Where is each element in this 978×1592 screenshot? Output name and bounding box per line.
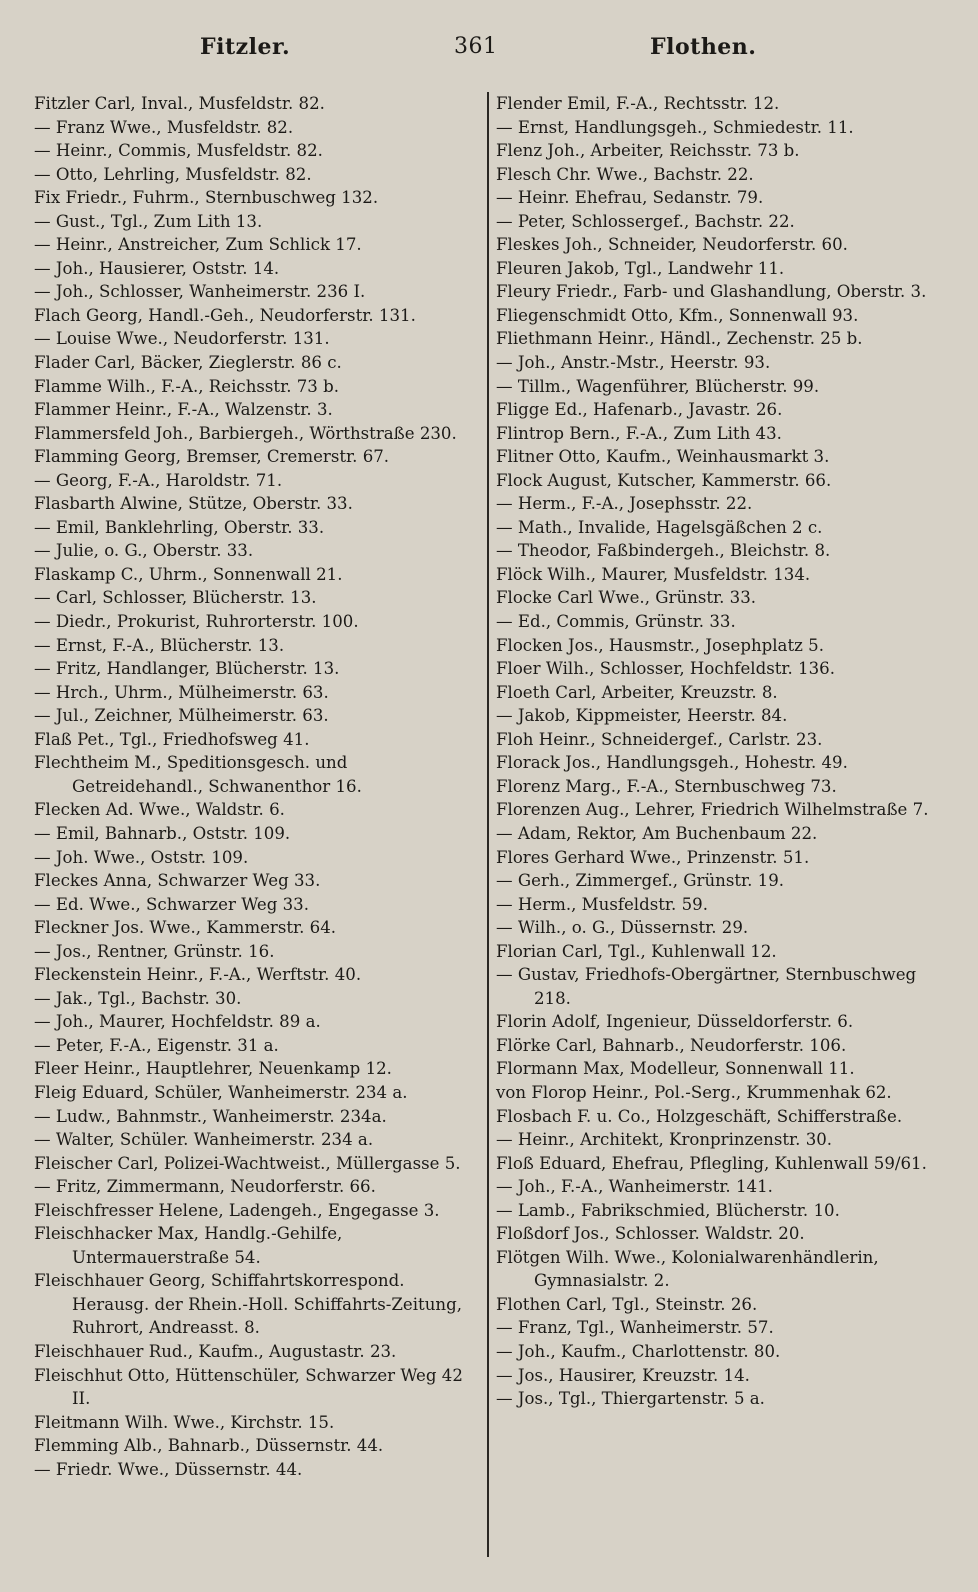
directory-entry: Floeth Carl, Arbeiter, Kreuzstr. 8. — [496, 682, 778, 702]
directory-entry: Fleskes Joh., Schneider, Neudorferstr. 60. — [496, 235, 848, 255]
directory-entry: — Diedr., Prokurist, Ruhrorterstr. 100. — [34, 612, 359, 632]
directory-entry: Flocke Carl Wwe., Grünstr. 33. — [496, 588, 757, 608]
directory-entry: Fleig Eduard, Schüler, Wanheimerstr. 234 a. — [34, 1082, 408, 1102]
directory-entry: Florian Carl, Tgl., Kuhlenwall 12. — [496, 941, 777, 961]
directory-entry: Flörke Carl, Bahnarb., Neudorferstr. 106. — [496, 1035, 847, 1055]
directory-entry: — Jos., Rentner, Grünstr. 16. — [34, 941, 275, 961]
directory-entry: Fleischhut Otto, Hüttenschüler, Schwarzer Weg 42 II. — [34, 1365, 463, 1409]
directory-entry: — Jak., Tgl., Bachstr. 30. — [34, 988, 242, 1008]
directory-entry: — Gerh., Zimmergef., Grünstr. 19. — [496, 871, 785, 891]
directory-entry: — Heinr., Anstreicher, Zum Schlick 17. — [34, 235, 362, 255]
directory-entry: Fligge Ed., Hafenarb., Javastr. 26. — [496, 400, 783, 420]
running-head-right: Flothen. — [650, 34, 757, 60]
page-number: 361 — [454, 34, 498, 59]
directory-entry: Flenz Joh., Arbeiter, Reichsstr. 73 b. — [496, 141, 800, 161]
directory-entry: — Peter, F.-A., Eigenstr. 31 a. — [34, 1035, 279, 1055]
left-column — [34, 92, 476, 1481]
directory-entry: — Louise Wwe., Neudorferstr. 131. — [34, 329, 330, 349]
directory-entry: Florack Jos., Handlungsgeh., Hohestr. 49. — [496, 753, 848, 773]
directory-entry: Flammersfeld Joh., Barbiergeh., Wörthstraße 230. — [34, 423, 457, 443]
directory-entry: — Julie, o. G., Oberstr. 33. — [34, 541, 254, 561]
directory-entry: Flöck Wilh., Maurer, Musfeldstr. 134. — [496, 564, 811, 584]
directory-entry: Flesch Chr. Wwe., Bachstr. 22. — [496, 164, 754, 184]
directory-entry: Fleckenstein Heinr., F.-A., Werftstr. 40. — [34, 965, 362, 985]
directory-entry: — Tillm., Wagenführer, Blücherstr. 99. — [496, 376, 820, 396]
running-head-left: Fitzler. — [200, 34, 291, 60]
directory-entry: — Math., Invalide, Hagelsgäßchen 2 c. — [496, 517, 823, 537]
directory-entry: — Emil, Banklehrling, Oberstr. 33. — [34, 517, 325, 537]
directory-entry: Fleischhacker Max, Handlg.-Gehilfe, Untermauerstraße 54. — [34, 1224, 343, 1267]
directory-entry: — Jos., Tgl., Thiergartenstr. 5 a. — [496, 1389, 765, 1409]
directory-entry: Flock August, Kutscher, Kammerstr. 66. — [496, 470, 832, 490]
directory-entry: — Herm., Musfeldstr. 59. — [496, 894, 708, 914]
directory-entry: Fix Friedr., Fuhrm., Sternbuschweg 132. — [34, 188, 379, 208]
directory-entry: — Joh., Kaufm., Charlottenstr. 80. — [496, 1341, 781, 1361]
directory-entry: — Ernst, F.-A., Blücherstr. 13. — [34, 635, 285, 655]
directory-entry: Flaskamp C., Uhrm., Sonnenwall 21. — [34, 564, 343, 584]
directory-entry: Fleer Heinr., Hauptlehrer, Neuenkamp 12. — [34, 1059, 392, 1079]
directory-entry: — Ludw., Bahnmstr., Wanheimerstr. 234a. — [34, 1106, 387, 1126]
directory-entry: Flosbach F. u. Co., Holzgeschäft, Schifferstraße. — [496, 1106, 903, 1126]
directory-entry: Flores Gerhard Wwe., Prinzenstr. 51. — [496, 847, 810, 867]
directory-entry: — Theodor, Faßbindergeh., Bleichstr. 8. — [496, 541, 831, 561]
directory-entry: — Walter, Schüler. Wanheimerstr. 234 a. — [34, 1130, 374, 1150]
directory-entry: — Ed., Commis, Grünstr. 33. — [496, 612, 736, 632]
directory-entry: — Heinr. Ehefrau, Sedanstr. 79. — [496, 188, 764, 208]
directory-entry: — Jakob, Kippmeister, Heerstr. 84. — [496, 706, 788, 726]
directory-entry: — Gustav, Friedhofs-Obergärtner, Sternbuschweg 218. — [496, 965, 917, 1008]
directory-entry: — Franz Wwe., Musfeldstr. 82. — [34, 117, 294, 137]
directory-entry: Flecken Ad. Wwe., Waldstr. 6. — [34, 800, 285, 820]
directory-entry: — Fritz, Handlanger, Blücherstr. 13. — [34, 659, 340, 679]
directory-entry: — Hrch., Uhrm., Mülheimerstr. 63. — [34, 682, 329, 702]
right-column — [496, 92, 938, 1411]
directory-entry: — Ed. Wwe., Schwarzer Weg 33. — [34, 894, 310, 914]
directory-entry: Fleury Friedr., Farb- und Glashandlung, Oberstr. 3. — [496, 282, 927, 302]
directory-entry: — Peter, Schlossergef., Bachstr. 22. — [496, 211, 795, 231]
directory-entry: Flothen Carl, Tgl., Steinstr. 26. — [496, 1294, 758, 1314]
directory-entry: Fleischhauer Rud., Kaufm., Augustastr. 23. — [34, 1341, 397, 1361]
directory-entry: — Joh., Maurer, Hochfeldstr. 89 a. — [34, 1012, 321, 1032]
directory-entry: — Emil, Bahnarb., Oststr. 109. — [34, 823, 291, 843]
directory-entry: Flamming Georg, Bremser, Cremerstr. 67. — [34, 447, 390, 467]
directory-entry: Flaß Pet., Tgl., Friedhofsweg 41. — [34, 729, 310, 749]
directory-entry: — Wilh., o. G., Düssernstr. 29. — [496, 918, 749, 938]
directory-entry: Flender Emil, F.-A., Rechtsstr. 12. — [496, 94, 780, 113]
directory-entry: Floß Eduard, Ehefrau, Pflegling, Kuhlenwall 59/61. — [496, 1153, 927, 1173]
directory-entry: Flocken Jos., Hausmstr., Josephplatz 5. — [496, 635, 824, 655]
directory-entry: — Heinr., Architekt, Kronprinzenstr. 30. — [496, 1130, 833, 1150]
directory-entry: Fleckner Jos. Wwe., Kammerstr. 64. — [34, 918, 337, 938]
directory-entry: Floh Heinr., Schneidergef., Carlstr. 23. — [496, 729, 823, 749]
directory-entry: — Georg, F.-A., Haroldstr. 71. — [34, 470, 283, 490]
directory-entry: Fliethmann Heinr., Händl., Zechenstr. 25 b. — [496, 329, 863, 349]
directory-entry: Flötgen Wilh. Wwe., Kolonialwarenhändlerin, Gymnasialstr. 2. — [496, 1247, 879, 1291]
directory-entry: Flach Georg, Handl.-Geh., Neudorferstr. 131. — [34, 305, 416, 325]
directory-entry: — Gust., Tgl., Zum Lith 13. — [34, 211, 263, 231]
directory-entry: — Adam, Rektor, Am Buchenbaum 22. — [496, 823, 818, 843]
directory-entry: Fleitmann Wilh. Wwe., Kirchstr. 15. — [34, 1412, 335, 1432]
directory-entry: — Joh., Hausierer, Oststr. 14. — [34, 258, 280, 278]
directory-entry: — Joh. Wwe., Oststr. 109. — [34, 847, 249, 867]
directory-entry: Florenzen Aug., Lehrer, Friedrich Wilhelmstraße 7. — [496, 800, 929, 820]
directory-entry: — Herm., F.-A., Josephsstr. 22. — [496, 494, 753, 514]
directory-entry: Fliegenschmidt Otto, Kfm., Sonnenwall 93. — [496, 305, 859, 325]
directory-entry: — Carl, Schlosser, Blücherstr. 13. — [34, 588, 317, 608]
directory-entry: — Joh., Anstr.-Mstr., Heerstr. 93. — [496, 353, 771, 373]
directory-entry: — Ernst, Handlungsgeh., Schmiedestr. 11. — [496, 117, 854, 137]
directory-entry: Flader Carl, Bäcker, Zieglerstr. 86 c. — [34, 353, 342, 373]
directory-entry: — Friedr. Wwe., Düssernstr. 44. — [34, 1459, 303, 1479]
directory-entry: Fleischer Carl, Polizei-Wachtweist., Müllergasse 5. — [34, 1153, 461, 1173]
directory-entry: — Jul., Zeichner, Mülheimerstr. 63. — [34, 706, 329, 726]
directory-entry: Fleischhauer Georg, Schiffahrtskorrespond. Herausg. der Rhein.-Holl. Schiffahrts-Zeitung, Ruhrort, Andreasst. 8. — [34, 1271, 462, 1338]
directory-entry: Fleuren Jakob, Tgl., Landwehr 11. — [496, 258, 785, 278]
directory-entry: — Franz, Tgl., Wanheimerstr. 57. — [496, 1318, 774, 1338]
directory-entry: Florin Adolf, Ingenieur, Düsseldorferstr. 6. — [496, 1012, 854, 1032]
directory-entry: Flitner Otto, Kaufm., Weinhausmarkt 3. — [496, 447, 830, 467]
directory-entry: Florenz Marg., F.-A., Sternbuschweg 73. — [496, 776, 837, 796]
directory-entry: Floer Wilh., Schlosser, Hochfeldstr. 136. — [496, 659, 836, 679]
directory-entry: Floßdorf Jos., Schlosser. Waldstr. 20. — [496, 1224, 805, 1244]
directory-entry: — Heinr., Commis, Musfeldstr. 82. — [34, 141, 323, 161]
directory-entry: Flechtheim M., Speditionsgesch. und Getreidehandl., Schwanenthor 16. — [34, 753, 362, 796]
directory-entry: — Joh., Schlosser, Wanheimerstr. 236 I. — [34, 282, 366, 302]
directory-entry: von Florop Heinr., Pol.-Serg., Krummenhak 62. — [496, 1082, 892, 1102]
directory-entry: Fleckes Anna, Schwarzer Weg 33. — [34, 871, 321, 891]
directory-entry: Fitzler Carl, Inval., Musfeldstr. 82. — [34, 94, 325, 113]
directory-entry: — Fritz, Zimmermann, Neudorferstr. 66. — [34, 1177, 376, 1197]
directory-entry: Flammer Heinr., F.-A., Walzenstr. 3. — [34, 400, 333, 420]
directory-entry: Flemming Alb., Bahnarb., Düssernstr. 44. — [34, 1436, 384, 1456]
directory-entry: Flasbarth Alwine, Stütze, Oberstr. 33. — [34, 494, 353, 514]
directory-entry: Flintrop Bern., F.-A., Zum Lith 43. — [496, 423, 782, 443]
directory-entry: — Lamb., Fabrikschmied, Blücherstr. 10. — [496, 1200, 840, 1220]
directory-entry: — Otto, Lehrling, Musfeldstr. 82. — [34, 164, 312, 184]
directory-entry: Fleischfresser Helene, Ladengeh., Engegasse 3. — [34, 1200, 440, 1220]
directory-entry: — Joh., F.-A., Wanheimerstr. 141. — [496, 1177, 773, 1197]
directory-entry: — Jos., Hausirer, Kreuzstr. 14. — [496, 1365, 750, 1385]
directory-entry: Flormann Max, Modelleur, Sonnenwall 11. — [496, 1059, 855, 1079]
directory-entry: Flamme Wilh., F.-A., Reichsstr. 73 b. — [34, 376, 340, 396]
column-divider — [487, 92, 489, 1557]
